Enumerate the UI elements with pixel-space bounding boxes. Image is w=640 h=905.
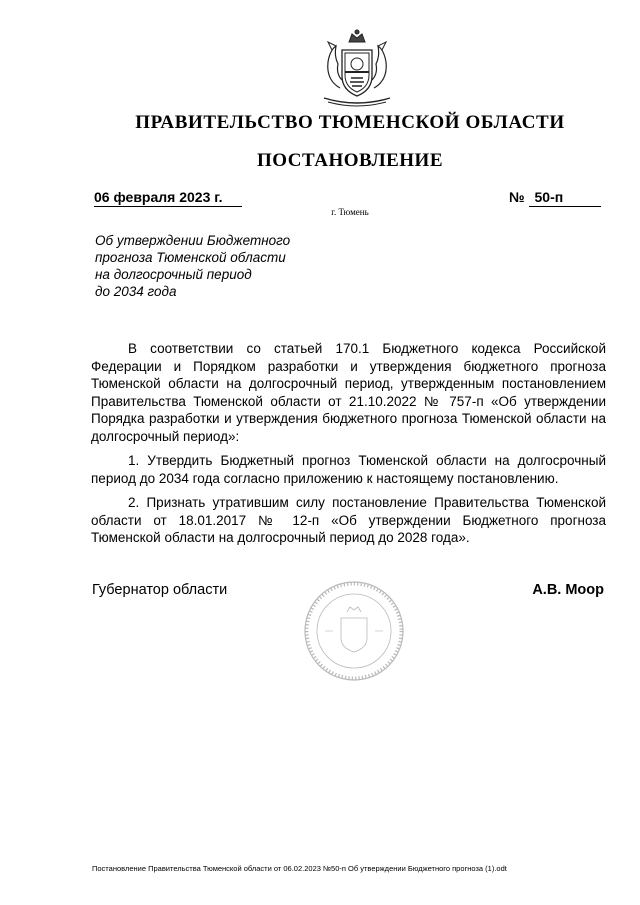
document-body (91, 340, 606, 554)
coat-of-arms-icon (314, 28, 400, 110)
document-type: ПОСТАНОВЛЕНИЕ (256, 150, 444, 171)
subject-line: до 2034 года (95, 284, 177, 299)
official-seal-icon (303, 580, 405, 682)
subject-line: Об утверждении Бюджетного (95, 233, 291, 248)
document-date: 06 февраля 2023 г. (94, 189, 242, 207)
subject-line: на долгосрочный период (95, 267, 252, 282)
document-subject (95, 232, 325, 300)
city: г. Тюмень (331, 207, 369, 217)
signer-name: А.В. Моор (532, 582, 604, 598)
number-sign: № (509, 189, 525, 205)
number-value: 50-п (529, 189, 601, 207)
signer-position: Губернатор области (92, 582, 228, 598)
subject-line: прогноза Тюменской области (95, 250, 286, 265)
government-title: ПРАВИТЕЛЬСТВО ТЮМЕНСКОЙ ОБЛАСТИ (135, 112, 565, 133)
document-number (509, 189, 605, 207)
file-footer: Постановление Правительства Тюменской области от 06.02.2023 №50-п Об утверждении Бюджетного прогноза (1).odt (92, 864, 507, 873)
body-paragraph: 2. Признать утратившим силу постановление Правительства Тюменской области от 18.01.2017 № 12-п «Об утверждении Бюджетного прогноза Тюменской области на долгосрочный период до 2028 года». (91, 495, 606, 545)
body-paragraph: В соответствии со статьей 170.1 Бюджетного кодекса Российской Федерации и Порядком разработки и утверждения бюджетного прогноза Тюменской области на долгосрочный период, утвержденным постановлением Правительства Тюменской области от 21.10.2022 № 757-п «Об утверждении Порядка разработки и утверждения бюджетного прогноза Тюменской области на долгосрочный период»: (91, 341, 606, 444)
body-paragraph: 1. Утвердить Бюджетный прогноз Тюменской области на долгосрочный период до 2034 года согласно приложению к настоящему постановлению. (91, 453, 606, 486)
